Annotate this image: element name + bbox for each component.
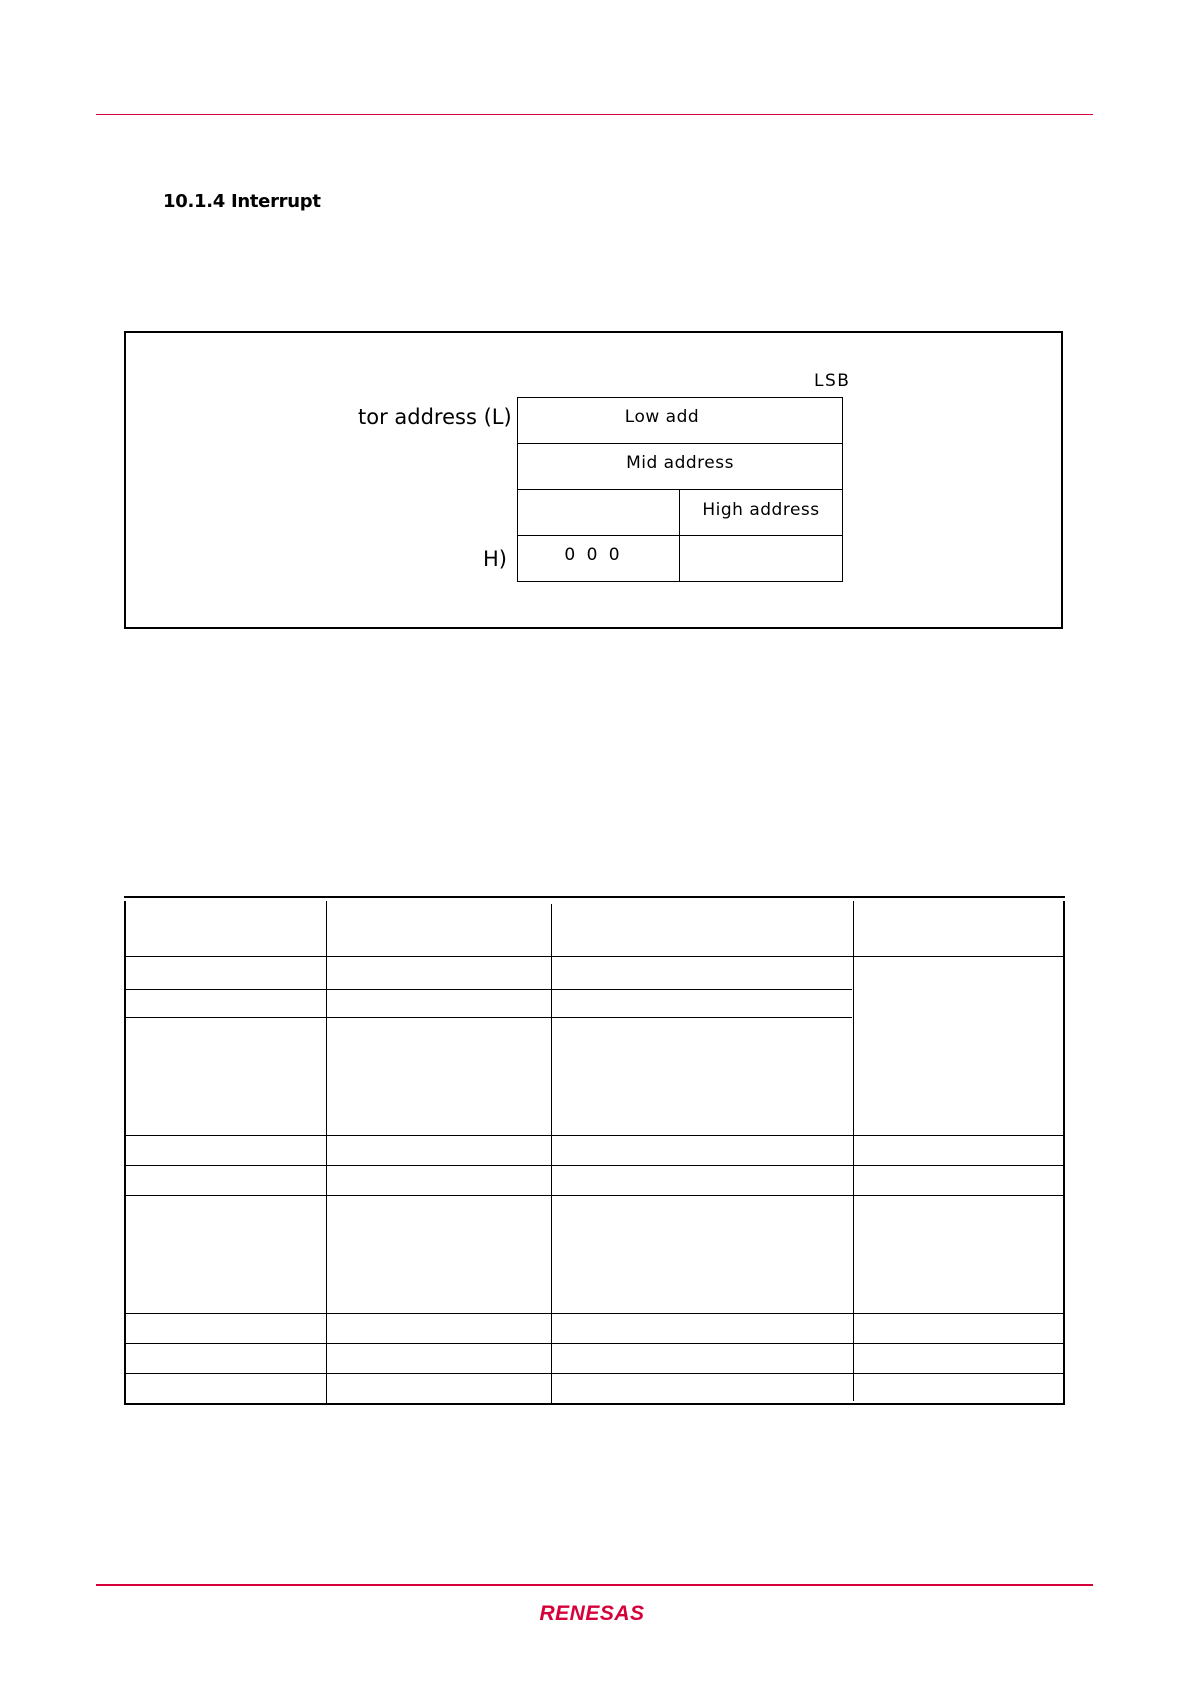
low-address-text: Low add [624, 407, 700, 427]
low-address-cell [517, 397, 843, 444]
table-row-line [124, 1313, 1065, 1314]
table-row-line [124, 1135, 1065, 1136]
table-column-line [853, 901, 854, 1401]
mid-address-cell [517, 443, 843, 490]
lsb-label: LSB [814, 371, 851, 391]
table-right-border [1063, 901, 1065, 1405]
table-row-line [124, 1017, 852, 1018]
zeros-text: 0 0 0 [564, 545, 623, 565]
table-bottom-border [124, 1403, 1065, 1405]
zeros-cell [517, 535, 680, 582]
table-row-line [124, 1343, 1065, 1344]
section-title: 10.1.4 Interrupt [163, 191, 321, 212]
vector-table-figure [124, 331, 1063, 629]
table-top-border [124, 896, 1065, 898]
header-rule [96, 114, 1093, 115]
reserved-cell-top [517, 489, 680, 536]
table-row-line [124, 1195, 1065, 1196]
table-column-line [326, 901, 327, 1403]
vector-address-low-label: tor address (L) [358, 405, 512, 429]
high-address-cell [679, 489, 843, 536]
table-row-line [124, 989, 852, 990]
table-column-line [551, 904, 552, 1405]
vector-address-high-label: H) [483, 547, 507, 571]
empty-cell-bottom [679, 535, 843, 582]
renesas-logo-text: RENESAS [539, 1602, 645, 1625]
table-left-border [124, 901, 126, 1405]
footer-rule [96, 1584, 1093, 1586]
table-header-divider [124, 956, 1065, 957]
table-row-line [124, 1373, 1065, 1374]
renesas-logo [520, 1600, 664, 1626]
high-address-text: High address [702, 500, 820, 520]
interrupt-vector-table [124, 896, 1065, 1406]
table-row-line [124, 1165, 1065, 1166]
mid-address-text: Mid address [626, 453, 734, 473]
